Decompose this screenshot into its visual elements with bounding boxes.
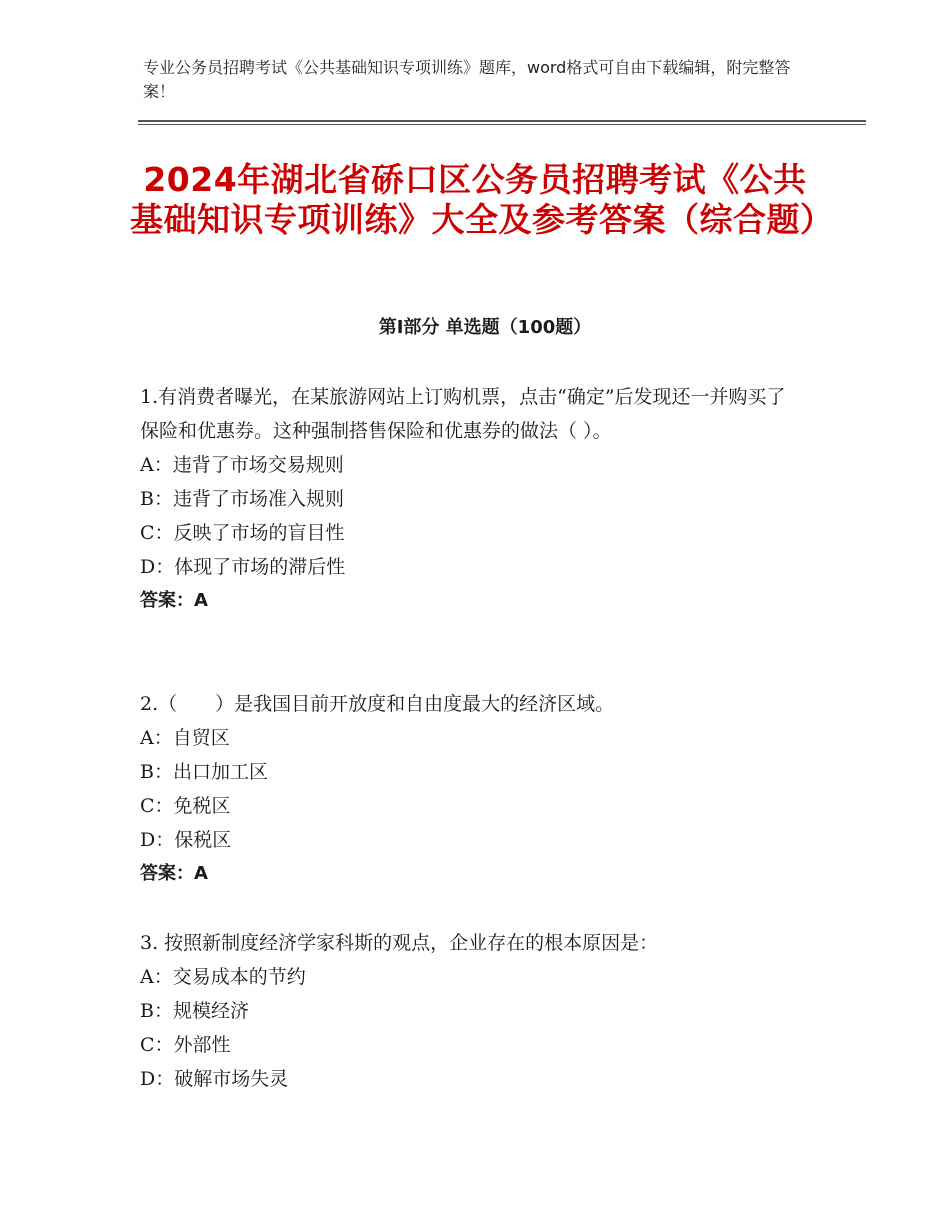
option-b: B：规模经济	[140, 1000, 249, 1022]
option-d: D：保税区	[140, 829, 232, 851]
option-c: C：反映了市场的盲目性	[140, 522, 345, 544]
question-1	[140, 380, 800, 618]
section-heading: 第Ⅰ部分 单选题（100题）	[378, 317, 592, 338]
option-c: C：免税区	[140, 795, 231, 817]
option-a: A：交易成本的节约	[140, 966, 306, 988]
answer-line: 答案：A	[140, 590, 208, 611]
option-b: B：违背了市场准入规则	[140, 488, 344, 510]
option-b: B：出口加工区	[140, 761, 268, 783]
question-stem: 2.（ ）是我国目前开放度和自由度最大的经济区域。	[140, 693, 615, 715]
option-d: D：破解市场失灵	[140, 1068, 289, 1090]
option-c: C：外部性	[140, 1034, 231, 1056]
question-3	[140, 926, 800, 1096]
question-stem: 3. 按照新制度经济学家科斯的观点，企业存在的根本原因是：	[140, 932, 659, 954]
option-a: A：违背了市场交易规则	[140, 454, 344, 476]
option-a: A：自贸区	[140, 727, 230, 749]
answer-line: 答案：A	[140, 863, 208, 884]
question-stem: 1.有消费者曝光，在某旅游网站上订购机票，点击“确定”后发现还一并购买了保险和优惠券。这种强制搭售保险和优惠券的做法（ ）。	[140, 386, 786, 442]
question-2	[140, 687, 800, 891]
document-title: 2024年湖北省硚口区公务员招聘考试《公共基础知识专项训练》大全及参考答案（综合题）	[130, 160, 834, 239]
option-d: D：体现了市场的滞后性	[140, 556, 346, 578]
header-divider	[138, 120, 866, 125]
header-note: 专业公务员招聘考试《公共基础知识专项训练》题库，word格式可自由下载编辑，附完整答案！	[143, 58, 791, 101]
